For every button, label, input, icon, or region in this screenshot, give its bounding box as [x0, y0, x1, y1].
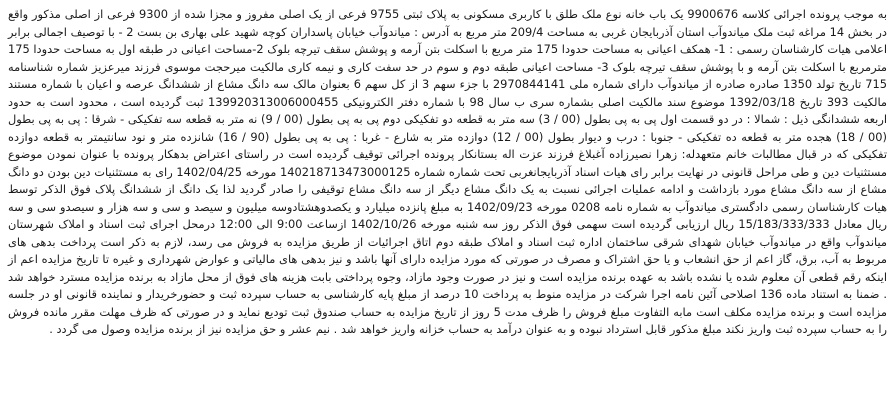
- auction-notice-text: به موجب پرونده اجرائی کلاسه 9900676 یک باب خانه نوع ملک طلق با کاربری مسکونی به پلاک ثبتی 9755 فرعی از یک اصلی مفروز و مجزا شده از 9300 فرعی از اصلی مذکور واقع در بخش 14 مراغه ثبت ملک میاندوآب استان آذربایجان غربی به مساحت 209/4 متر مربع به آدرس : میاندوآب خیابان پاسداران کوچه شهید علی بهاری بن بست 2 - با توصیف اجمالی برابر اعلامی هیات کارشناسان رسمی : 1- همکف اعیانی به مساحت حدودا 175 متر مربع با اسکلت بتن آرمه و پوشش سقف تیرچه بلوک 2-مساحت اعیانی در طبقه اول به مساحت حدودا 175 مترمربع با اسکلت بتن آرمه و با پوشش سقف تیرچه بلوک 3- مساحت اعیانی طبقه دوم و سوم در حد سفت کاری و نیمه کاری مالکیت میرحجت موسوی فرزند میرعزیز شماره شناسنامه 715 تاریخ تولد 1350 صادره صادره از میاندوآب دارای شماره ملی 2970844141 با جزء سهم 3 از کل سهم 6 بعنوان مالک سه دانگ مشاع از ششدانگ عرصه و اعیان با شماره مستند مالکیت 393 تاریخ 1392/03/18 موضوع سند مالکیت اصلی بشماره سری ب سال 98 با شماره دفتر الکترونیکی 139920313006000455 ثبت گردیده است ، محدود است به حدود اربعه ششدانگی ذیل : شمالا : در دو قسمت اول پی به پی بطول (00 / 3) سه متر به قطعه دو تفکیکی دوم پی به پی بطول (00 / 9) نه متر به قطعه سه تفکیکی - شرقا : پی به پی بطول (00 / 18) هجده متر به قطعه ده تفکیکی - جنوبا : درب و دیوار بطول (00 / 12) دوازده متر به شارع - غربا : پی به پی بطول (90 / 16) شانزده متر و نود سانتیمتر به قطعه دوازده تفکیکی که در قبال مطالبات خانم متعهدله: زهرا نصیرزاده آغبلاغ فرزند عزت اله بستانکار پرونده اجرائی توقیف گردیده است در راستای اعتراض بدهکار پرونده با عنوان نمودن موضوع مستثنیات دین و طی مراحل قانونی در نهایت برابر رای هیات اسناد آذربایجانغربی تحت شماره شماره 140218713473000125 مورخه 1402/04/25 رای به مستثنیات دین بودن دو دانگ مشاع از سه دانگ مشاع مورد بازداشت و ادامه عملیات اجرائی نسبت به یک دانگ مشاع دیگر از سه دانگ مشاع توقیفی را صادر گردید لذا یک دانگ از ششدانگ پلاک فوق الذکر توسط هیات کارشناسان رسمی دادگستری میاندوآب به شماره نامه 0208 مورخه 1402/09/23 به مبلغ پانزده میلیارد و یکصدوهشتادوسه میلیون و سیصد و سی و سه هزار و سیصدو سی و سه ریال معادل 15/183/333/333 ریال ارزیابی گردیده است سهمی فوق الذکر روز سه شنبه مورخه 1402/10/26 ازساعت 9:00 الی 12:00 درمحل اجرای ثبت اسناد و املاک شهرستان میاندوآب واقع در میاندوآب خیابان شهدای شرقی ساختمان اداره ثبت اسناد و املاک طبقه دوم اتاق اجرائیات از طریق مزایده به فروش می رسد، لازم به ذکر است پرداخت بدهی های مربوط به آب، برق، گاز اعم از حق انشعاب و یا حق اشتراک و مصرف در صورتی که مورد مزایده دارای آنها باشد و نیز بدهی های مالیاتی و عوارض شهرداری و غیره تا تاریخ مزایده اعم از اینکه رقم قطعی آن معلوم شده یا نشده باشد به عهده برنده مزایده است و نیز در صورت وجود مازاد، وجوه پرداختی بابت هزینه های فوق از محل مازاد به برنده مزایده مسترد خواهد شد . ضمنا به استناد ماده 136 اصلاحی آئین نامه اجرا شرکت در مزایده منوط به پرداخت 10 درصد از مبلغ پایه کارشناسی به حساب سپرده ثبت و حضورخریدار و نماینده قانونی او در جلسه مزایده است و برنده مزایده مکلف است مابه التفاوت مبلغ فروش را ظرف مدت 5 روز از تاریخ مزایده به حساب صندوق ثبت تودیع نماید و در صورتی که ظرف مهلت مقرر مانده فروش را به حساب سپرده ثبت واریز نکند مبلغ مذکور قابل استرداد نبوده و به عنوان درآمد به حساب خزانه واریز خواهد شد . نیم عشر و حق مزایده نیز از برنده مزایده وصول می گردد .: [8, 7, 888, 336]
